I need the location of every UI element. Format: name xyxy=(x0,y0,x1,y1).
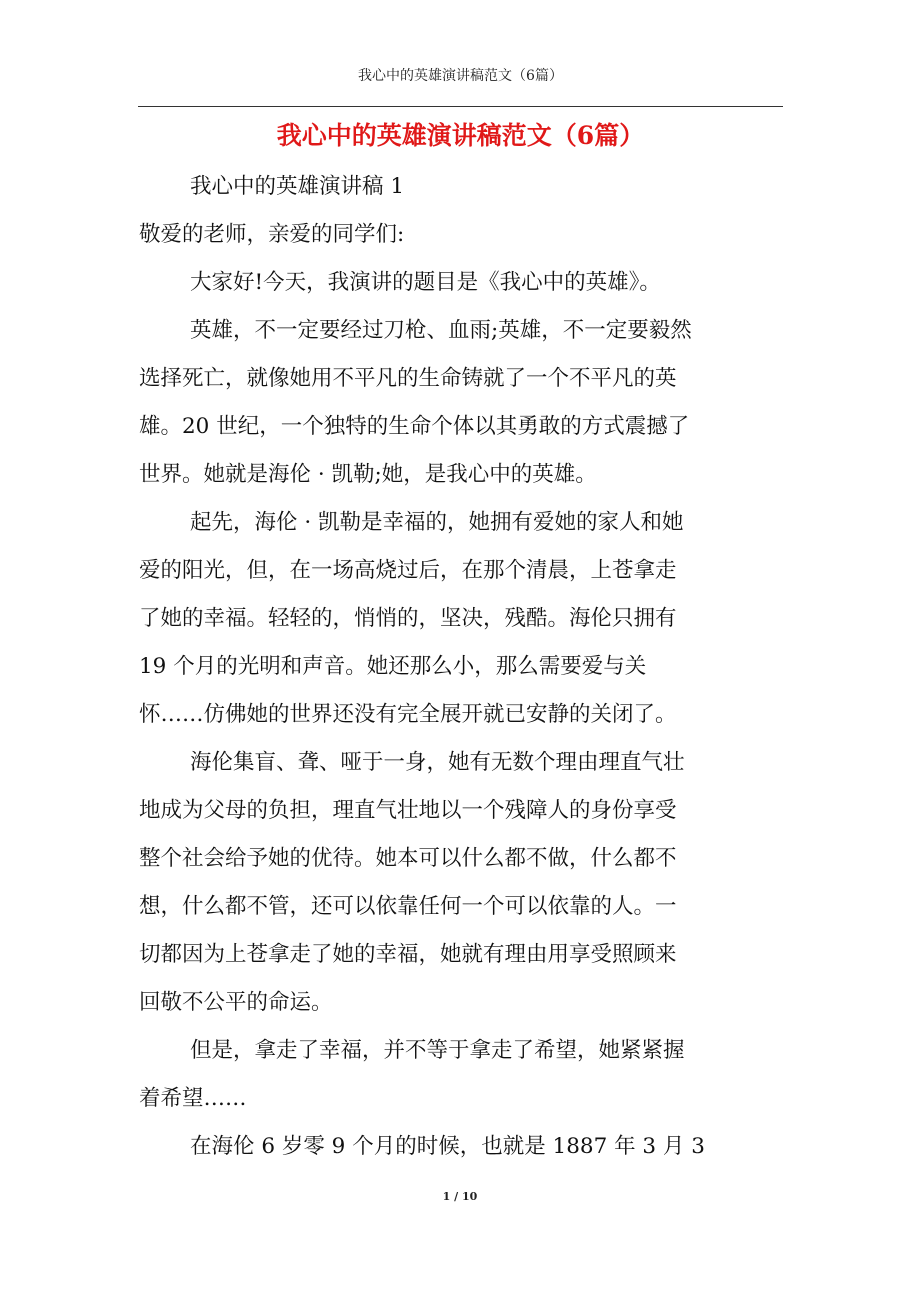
body-line: 但是，拿走了幸福，并不等于拿走了希望，她紧紧握 xyxy=(190,1038,685,1063)
document-title: 我心中的英雄演讲稿范文（6篇） xyxy=(276,121,645,150)
body-line: 起先，海伦 · 凯勒是幸福的，她拥有爱她的家人和她 xyxy=(190,510,684,535)
body-line: 怀……仿佛她的世界还没有完全展开就已安静的关闭了。 xyxy=(139,702,677,727)
greeting-line: 敬爱的老师，亲爱的同学们: xyxy=(139,222,405,247)
body-line: 大家好!今天，我演讲的题目是《我心中的英雄》。 xyxy=(190,270,661,295)
body-line: 19 个月的光明和声音。她还那么小，那么需要爱与关 xyxy=(139,654,647,679)
body-line: 选择死亡，就像她用不平凡的生命铸就了一个不平凡的英 xyxy=(139,366,677,391)
body-line: 了她的幸福。轻轻的，悄悄的，坚决，残酷。海伦只拥有 xyxy=(139,606,677,631)
body-line: 雄。20 世纪，一个独特的生命个体以其勇敢的方式震撼了 xyxy=(139,414,690,439)
running-header: 我心中的英雄演讲稿范文（6篇） xyxy=(358,68,563,84)
body-line: 整个社会给予她的优待。她本可以什么都不做，什么都不 xyxy=(139,846,677,871)
body-line: 回敬不公平的命运。 xyxy=(139,990,333,1015)
body-line: 想，什么都不管，还可以依靠任何一个可以依靠的人。一 xyxy=(139,894,677,919)
document-body xyxy=(139,163,773,1171)
header-divider xyxy=(138,106,783,107)
body-line: 在海伦 6 岁零 9 个月的时候，也就是 1887 年 3 月 3 xyxy=(190,1134,705,1159)
body-line: 地成为父母的负担，理直气壮地以一个残障人的身份享受 xyxy=(139,798,677,823)
body-line: 世界。她就是海伦 · 凯勒;她，是我心中的英雄。 xyxy=(139,462,597,487)
subtitle-line: 我心中的英雄演讲稿 1 xyxy=(190,174,405,199)
page-number: 1 / 10 xyxy=(442,1190,478,1203)
body-line: 切都因为上苍拿走了她的幸福，她就有理由用享受照顾来 xyxy=(139,942,677,967)
body-line: 爱的阳光，但，在一场高烧过后，在那个清晨，上苍拿走 xyxy=(139,558,677,583)
body-line: 英雄，不一定要经过刀枪、血雨;英雄，不一定要毅然 xyxy=(190,318,692,343)
body-line: 海伦集盲、聋、哑于一身，她有无数个理由理直气壮 xyxy=(190,750,685,775)
body-line: 着希望…… xyxy=(139,1086,247,1111)
